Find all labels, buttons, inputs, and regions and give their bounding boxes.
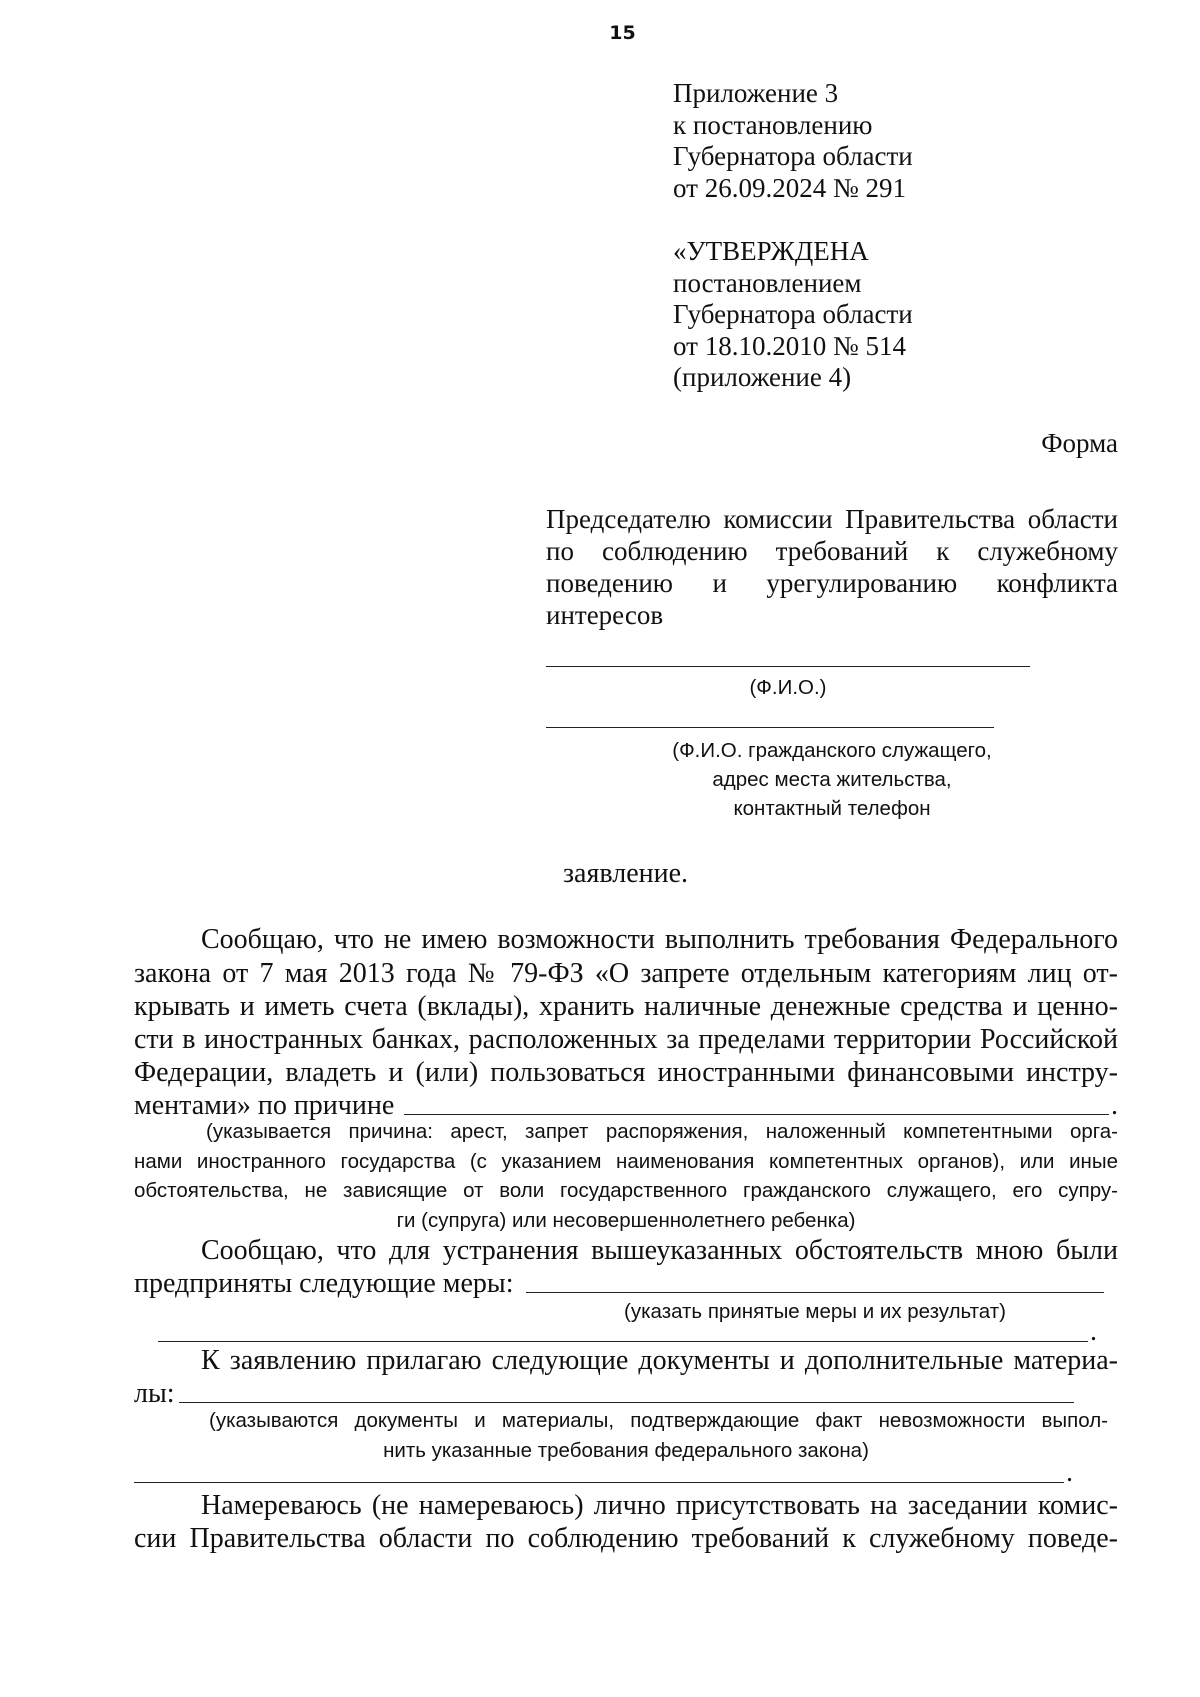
- appendix-line: Губернатора области: [673, 141, 913, 171]
- paragraph-line: лы:: [134, 1378, 175, 1409]
- approved-line: от 18.10.2010 № 514: [673, 330, 906, 361]
- note-line: ги (супруга) или несовершеннолетнего ребенка): [396, 1209, 856, 1232]
- servant-caption-line: адрес места жительства,: [712, 768, 952, 791]
- measures-blank-line: [526, 1292, 1104, 1293]
- appendix-line: от 26.09.2024 № 291: [673, 172, 906, 203]
- addressee: Председателю комиссии Правительства области по соблюдению требований к служебному поведению и урегулированию конфликта интересов: [546, 504, 1118, 630]
- servant-blank-line: [546, 727, 994, 728]
- fio-caption: (Ф.И.О.): [749, 676, 827, 699]
- approved-line: (приложение 4): [673, 362, 852, 392]
- measures-blank-line-2: [158, 1341, 1088, 1342]
- documents-blank-line: [179, 1402, 1074, 1403]
- approved-line: «УТВЕРЖДЕНА: [673, 236, 869, 266]
- paragraph-line: сти в иностранных банках, расположенных за пределами территории Российской: [134, 1024, 1118, 1055]
- approved-line: постановлением: [673, 267, 862, 298]
- note-line: нами иностранного государства (с указанием наименования компетентных органов), или иные: [134, 1150, 1118, 1173]
- paragraph-line: крывать и иметь счета (вклады), хранить наличные денежные средства и ценно-: [134, 991, 1118, 1022]
- paragraph-line: К заявлению прилагаю следующие документы и дополнительные материа-: [201, 1345, 1118, 1376]
- note-line: (указывается причина: арест, запрет распоряжения, наложенный компетентными орга-: [206, 1120, 1118, 1143]
- period: .: [1066, 1457, 1073, 1488]
- note-line: нить указанные требования федерального закона): [383, 1439, 869, 1462]
- paragraph-line: ментами» по причине: [134, 1090, 395, 1121]
- document-title: заявление.: [563, 858, 689, 889]
- note-line: обстоятельства, не зависящие от воли государственного гражданского служащего, его супру-: [134, 1179, 1118, 1202]
- paragraph-line: Федерации, владеть и (или) пользоваться иностранными финансовыми инстру-: [134, 1057, 1118, 1088]
- note-line: (указываются документы и материалы, подтверждающие факт невозможности выпол-: [209, 1409, 1108, 1432]
- period: .: [1111, 1090, 1118, 1121]
- appendix-line: Приложение 3: [673, 78, 839, 108]
- paragraph-line: Сообщаю, что не имею возможности выполнить требования Федерального: [201, 924, 1118, 955]
- documents-blank-line-2: [134, 1482, 1064, 1483]
- servant-caption-line: контактный телефон: [733, 797, 931, 820]
- servant-caption-line: (Ф.И.О. гражданского служащего,: [672, 739, 992, 762]
- paragraph-line: Сообщаю, что для устранения вышеуказанных обстоятельств мною были: [201, 1235, 1118, 1266]
- measures-caption: (указать принятые меры и их результат): [624, 1300, 1006, 1323]
- approval-stamp-text: [673, 236, 913, 394]
- paragraph-line: Намереваюсь (не намереваюсь) лично присутствовать на заседании комис-: [201, 1490, 1118, 1521]
- paragraph-line: предприняты следующие меры:: [134, 1268, 514, 1299]
- appendix-line: к постановлению: [673, 109, 873, 140]
- page-number: 15: [609, 22, 636, 44]
- fio-blank-line: [546, 666, 1030, 667]
- paragraph-line: сии Правительства области по соблюдению требований к служебному поведе-: [134, 1523, 1118, 1554]
- approved-line: Губернатора области: [673, 299, 913, 329]
- period: .: [1090, 1316, 1097, 1347]
- reason-blank-line: [404, 1114, 1109, 1115]
- paragraph-line: закона от 7 мая 2013 года № 79-ФЗ «О запрете отдельным категориям лиц от-: [134, 958, 1118, 989]
- appendix-reference: [673, 78, 913, 204]
- form-label: Форма: [1041, 428, 1118, 458]
